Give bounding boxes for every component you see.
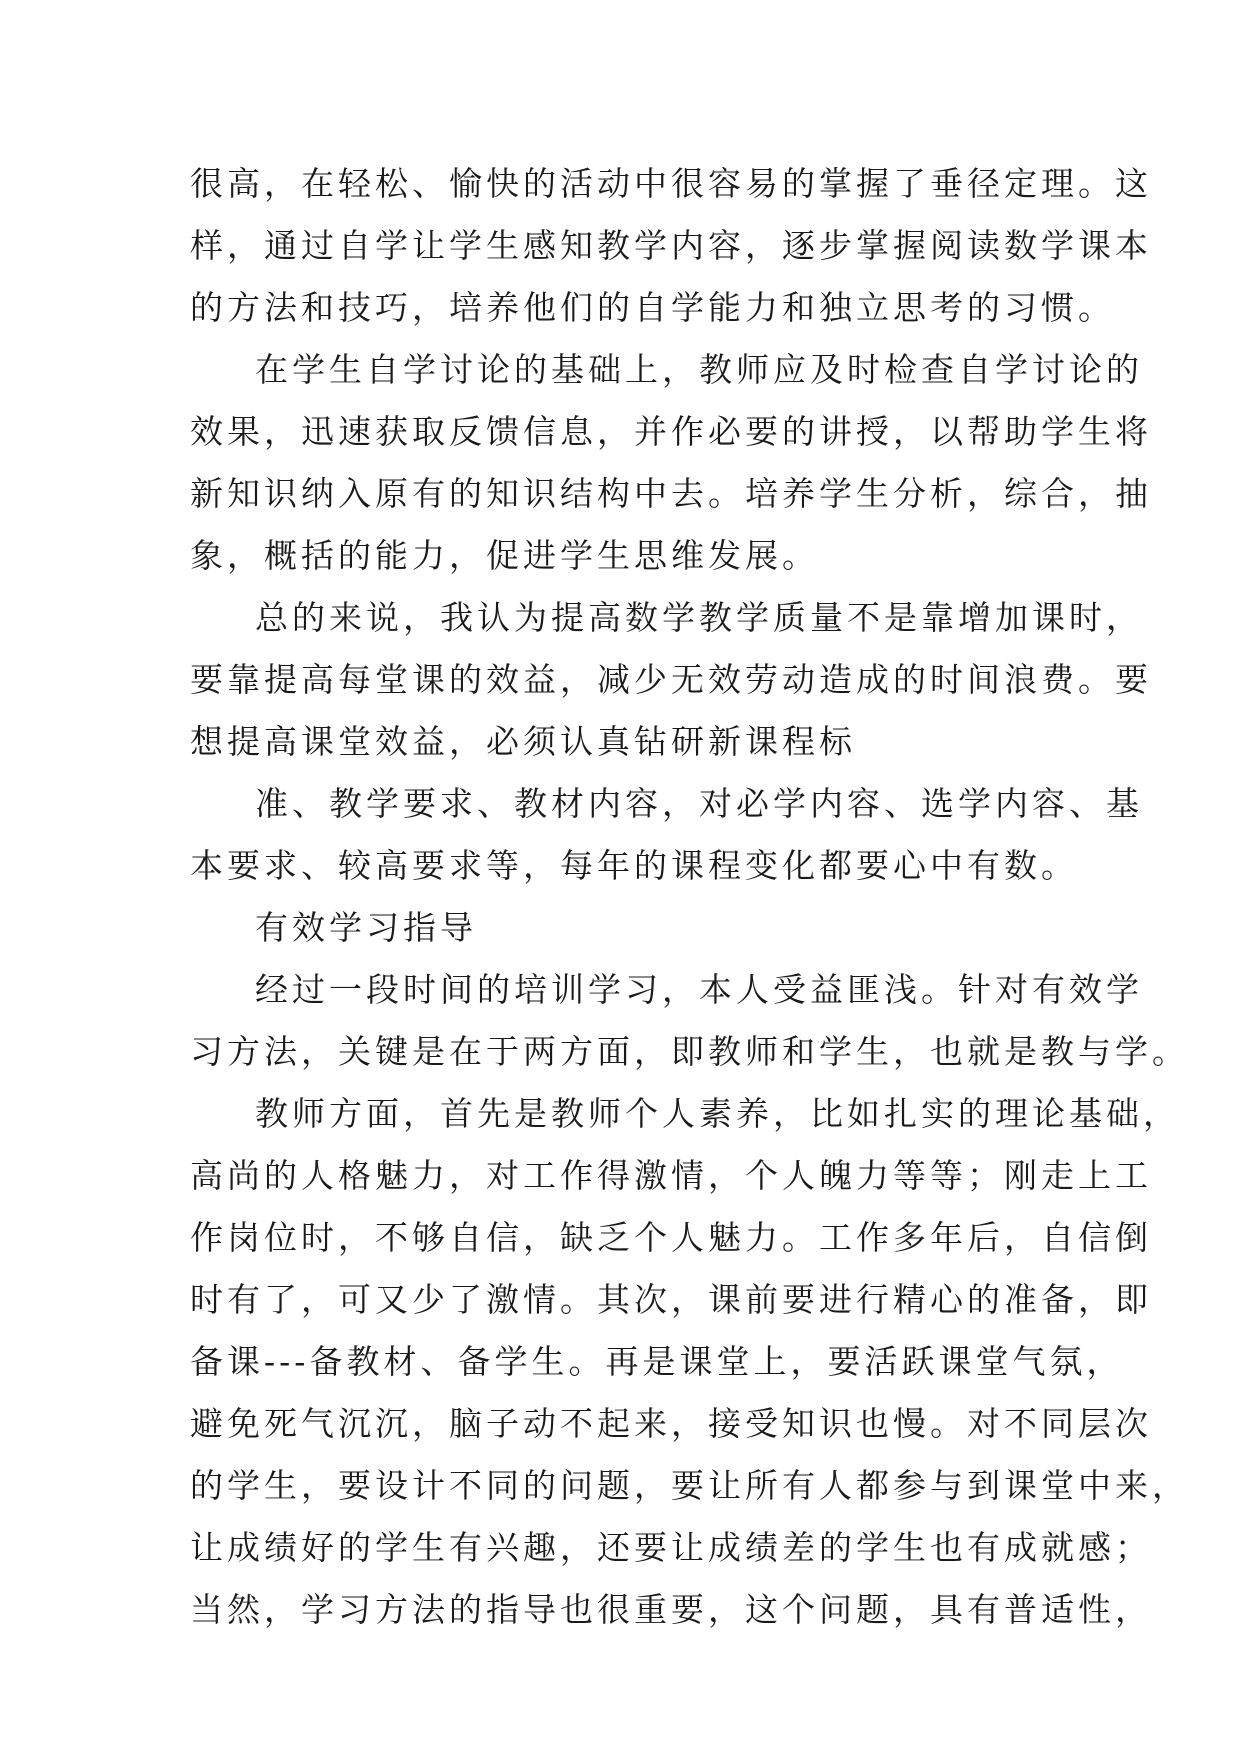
text-line: 总的来说，我认为提高数学教学质量不是靠增加课时， [255, 598, 1143, 637]
text-line: 效果，迅速获取反馈信息，并作必要的讲授，以帮助学生将 [190, 412, 1152, 451]
text-line: 教师方面，首先是教师个人素养，比如扎实的理论基础， [255, 1094, 1180, 1133]
text-line: 的学生，要设计不同的问题，要让所有人都参与到课堂中来， [190, 1466, 1189, 1505]
text-line: 象，概括的能力，促进学生思维发展。 [190, 536, 819, 575]
text-line: 准、教学要求、教材内容，对必学内容、选学内容、基 [255, 784, 1143, 823]
text-line: 要靠提高每堂课的效益，减少无效劳动造成的时间浪费。要 [190, 660, 1152, 699]
text-line: 很高，在轻松、愉快的活动中很容易的掌握了垂径定理。这 [190, 164, 1152, 203]
text-line: 样，通过自学让学生感知教学内容，逐步掌握阅读数学课本 [190, 226, 1152, 265]
section-heading: 有效学习指导 [255, 908, 477, 947]
text-line: 时有了，可又少了激情。其次，课前要进行精心的准备，即 [190, 1280, 1152, 1319]
text-line: 新知识纳入原有的知识结构中去。培养学生分析，综合，抽 [190, 474, 1152, 513]
text-line: 避免死气沉沉，脑子动不起来，接受知识也慢。对不同层次 [190, 1404, 1152, 1443]
text-line: 当然，学习方法的指导也很重要，这个问题，具有普适性， [190, 1590, 1152, 1629]
text-line: 想提高课堂效益，必须认真钻研新课程标 [190, 722, 856, 761]
text-line: 高尚的人格魅力，对工作得激情，个人魄力等等；刚走上工 [190, 1156, 1152, 1195]
text-line: 在学生自学讨论的基础上，教师应及时检查自学讨论的 [255, 350, 1143, 389]
text-line: 经过一段时间的培训学习，本人受益匪浅。针对有效学 [255, 970, 1143, 1009]
text-line: 备课---备教材、备学生。再是课堂上，要活跃课堂气氛， [190, 1342, 1124, 1381]
text-line: 作岗位时，不够自信，缺乏个人魅力。工作多年后，自信倒 [190, 1218, 1152, 1257]
text-line: 让成绩好的学生有兴趣，还要让成绩差的学生也有成就感； [190, 1528, 1152, 1567]
text-line: 的方法和技巧，培养他们的自学能力和独立思考的习惯。 [190, 288, 1115, 327]
text-line: 习方法，关键是在于两方面，即教师和学生，也就是教与学。 [190, 1032, 1189, 1071]
text-line: 本要求、较高要求等，每年的课程变化都要心中有数。 [190, 846, 1078, 885]
